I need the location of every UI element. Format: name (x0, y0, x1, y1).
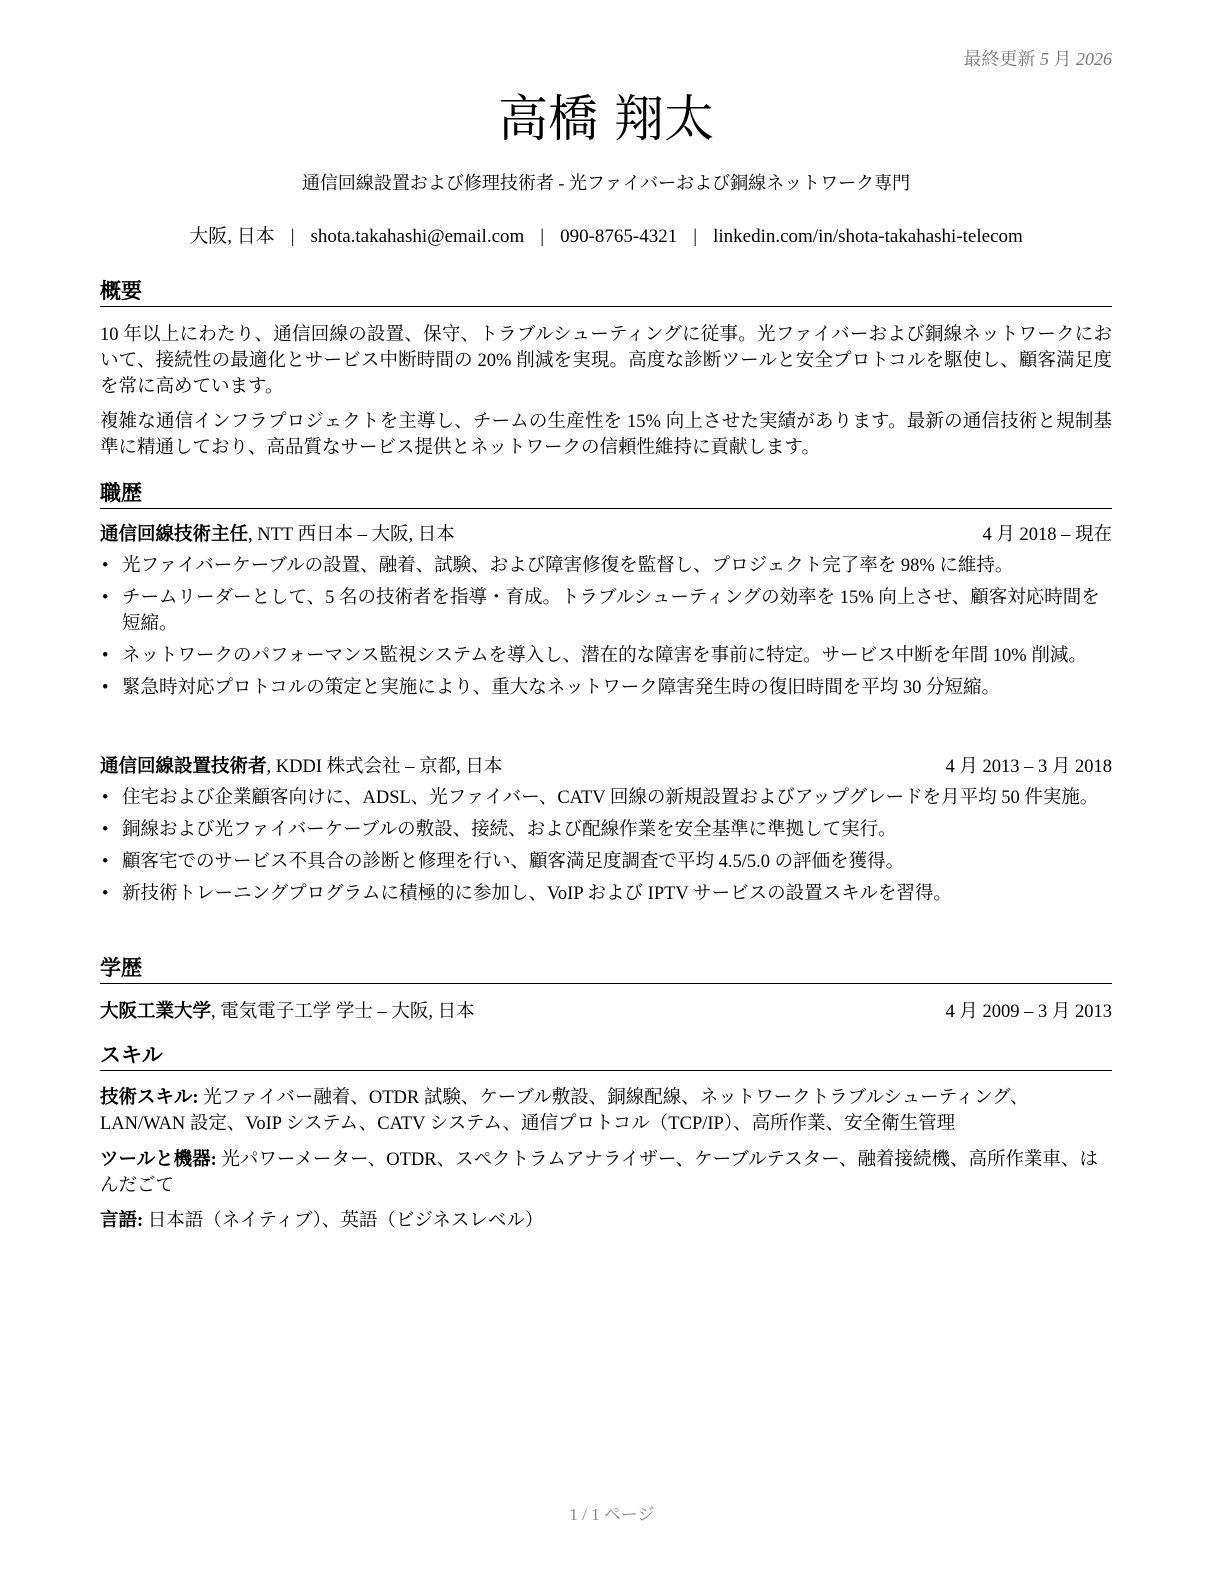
job-date: 4 月 2018 – 現在 (982, 525, 1112, 545)
skill-value: 光パワーメーター、OTDR、スペクトラムアナライザー、ケーブルテスター、融着接続機、高所作業車、はんだごて (100, 1150, 1098, 1196)
list-item (100, 817, 1112, 843)
section-title-skills: スキル (100, 1041, 1112, 1071)
education-detail: , 電気電子工学 学士 – 大阪, 日本 (211, 1002, 475, 1022)
bullet-icon: • (102, 588, 109, 608)
skill-value: 光ファイバー融着、OTDR 試験、ケーブル敷設、銅線配線、ネットワークトラブルシューティング、LAN/WAN 設定、VoIP システム、CATV システム、通信プロトコル（TCP/IP）、高所作業、安全衛生管理 (100, 1088, 1029, 1134)
contact-separator: | (693, 226, 698, 247)
contact-separator: | (540, 226, 545, 247)
job-org: , KDDI 株式会社 – 京都, 日本 (266, 757, 503, 777)
job-bullets (100, 553, 1112, 707)
school-name: 大阪工業大学 (100, 1002, 212, 1022)
job-bullets (100, 785, 1112, 913)
job-header (100, 754, 1112, 780)
bullet-text: チームリーダーとして、5 名の技術者を指導・育成。トラブルシューティングの効率を 15% 向上させ、顧客対応時間を短縮。 (122, 588, 1100, 634)
skill-label: ツールと機器: (100, 1150, 217, 1170)
bullet-icon: • (102, 820, 109, 840)
last-updated-month-unit: 月 (1053, 49, 1072, 69)
section-title-summary: 概要 (100, 277, 1112, 307)
job-org: , NTT 西日本 – 大阪, 日本 (248, 525, 455, 545)
bullet-icon: • (102, 646, 109, 666)
last-updated-prefix: 最終更新 (963, 49, 1036, 69)
list-item (100, 849, 1112, 875)
skill-label: 技術スキル: (100, 1088, 199, 1108)
bullet-icon: • (102, 884, 109, 904)
education-date: 4 月 2009 – 3 月 2013 (945, 1002, 1112, 1022)
contact-linkedin[interactable]: linkedin.com/in/shota-takahashi-telecom (713, 226, 1023, 247)
contact-email[interactable]: shota.takahashi@email.com (310, 226, 525, 247)
job-title: 通信回線技術主任 (100, 525, 249, 545)
contact-phone[interactable]: 090-8765-4321 (560, 226, 678, 247)
last-updated-month: 5 (1040, 49, 1049, 69)
bullet-text: 新技術トレーニングプログラムに積極的に参加し、VoIP および IPTV サービスの設置スキルを習得。 (122, 884, 952, 904)
list-item (100, 881, 1112, 907)
candidate-name: 高橋 翔太 (498, 90, 714, 148)
bullet-text: 住宅および企業顧客向けに、ADSL、光ファイバー、CATV 回線の新規設置およびアップグレードを月平均 50 件実施。 (122, 788, 1099, 808)
bullet-icon: • (102, 556, 109, 576)
list-item (100, 785, 1112, 811)
contact-line (100, 224, 1112, 250)
skill-languages (100, 1208, 1112, 1234)
job-date: 4 月 2013 – 3 月 2018 (945, 757, 1112, 777)
section-title-experience: 職歴 (100, 479, 1112, 509)
bullet-text: 緊急時対応プロトコルの策定と実施により、重大なネットワーク障害発生時の復旧時間を平均 30 分短縮。 (122, 678, 1001, 698)
summary-paragraph-2: 複雑な通信インフラプロジェクトを主導し、チームの生産性を 15% 向上させた実績があります。最新の通信技術と規制基準に精通しており、高品質なサービス提供とネットワークの信頼性維持に貢献します。 (100, 412, 1112, 458)
skill-value: 日本語（ネイティブ）、英語（ビジネスレベル） (143, 1211, 544, 1231)
bullet-icon: • (102, 788, 109, 808)
resume-page (100, 0, 1112, 1584)
list-item (100, 675, 1112, 701)
list-item (100, 585, 1112, 637)
list-item (100, 643, 1112, 669)
job-title: 通信回線設置技術者 (100, 757, 267, 777)
contact-separator: | (290, 226, 295, 247)
section-title-education: 学歴 (100, 954, 1112, 984)
bullet-icon: • (102, 678, 109, 698)
education-entry (100, 999, 1112, 1025)
skill-technical (100, 1085, 1112, 1137)
list-item (100, 553, 1112, 579)
bullet-text: ネットワークのパフォーマンス監視システムを導入し、潜在的な障害を事前に特定。サービス中断を年間 10% 削減。 (122, 646, 1087, 666)
page-number: 1 / 1 ページ (569, 1505, 655, 1524)
headline: 通信回線設置および修理技術者 - 光ファイバーおよび銅線ネットワーク専門 (301, 173, 911, 193)
last-updated (964, 45, 1113, 71)
skill-label: 言語: (100, 1211, 144, 1231)
job-header (100, 522, 1112, 548)
skill-tools (100, 1147, 1112, 1199)
last-updated-year: 2026 (1076, 49, 1112, 69)
contact-location: 大阪, 日本 (189, 226, 275, 247)
bullet-text: 光ファイバーケーブルの設置、融着、試験、および障害修復を監督し、プロジェクト完了率を 98% に維持。 (122, 556, 1014, 576)
bullet-text: 顧客宅でのサービス不具合の診断と修理を行い、顧客満足度調査で平均 4.5/5.0 の評価を獲得。 (122, 852, 905, 872)
bullet-text: 銅線および光ファイバーケーブルの敷設、接続、および配線作業を安全基準に準拠して実行。 (122, 820, 897, 840)
bullet-icon: • (102, 852, 109, 872)
summary-paragraph-1: 10 年以上にわたり、通信回線の設置、保守、トラブルシューティングに従事。光ファイバーおよび銅線ネットワークにおいて、接続性の最適化とサービス中断時間の 20% 削減を実現。高度な診断ツールと安全プロトコルを駆使し、顧客満足度を常に高めています。 (100, 325, 1112, 397)
